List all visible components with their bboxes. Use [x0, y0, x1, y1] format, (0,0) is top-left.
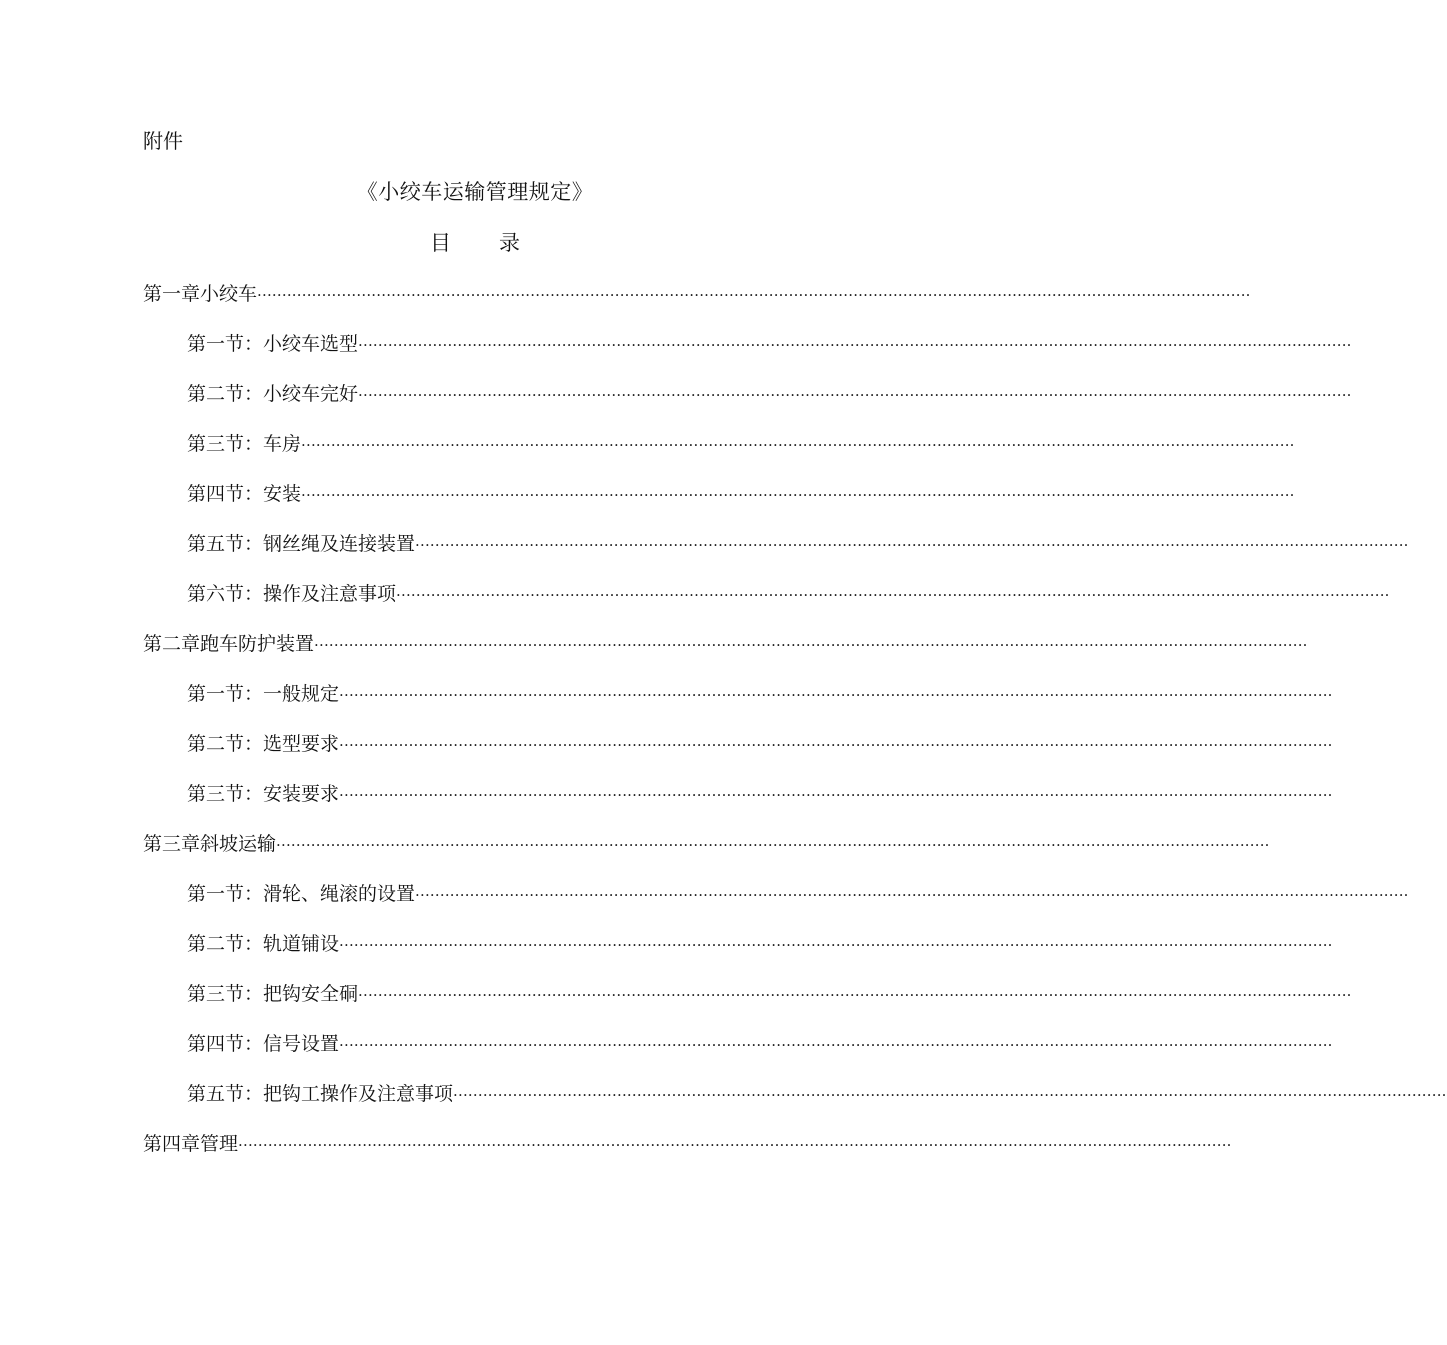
toc-section-entry[interactable]	[187, 979, 1352, 1007]
toc-section-entry[interactable]	[187, 729, 1333, 757]
toc-section-title: 钢丝绳及连接装置	[263, 533, 416, 555]
toc-heading-char-1: 目	[430, 231, 451, 255]
toc-dot-leader: ········································································································································································································	[301, 486, 1295, 504]
toc-dot-leader: ········································································································································································································	[276, 836, 1270, 854]
toc-chapter-title: 跑车防护装置	[200, 633, 315, 655]
toc-section-entry[interactable]	[187, 579, 1390, 607]
toc-section-entry[interactable]	[187, 429, 1295, 457]
toc-dot-leader: ········································································································································································································	[238, 1136, 1232, 1154]
toc-section-entry[interactable]	[187, 929, 1333, 957]
toc-chapter-number: 第二章	[143, 633, 201, 655]
document-title: 《小绞车运输管理规定》	[356, 180, 594, 204]
toc-section-number: 第五节：	[187, 533, 264, 555]
toc-section-title: 信号设置	[263, 1033, 340, 1055]
toc-chapter-number: 第四章	[143, 1133, 201, 1155]
toc-dot-leader: ········································································································································································································	[358, 986, 1352, 1004]
toc-section-number: 第四节：	[187, 483, 264, 505]
toc-section-number: 第二节：	[187, 933, 264, 955]
toc-section-entry[interactable]	[187, 529, 1409, 557]
toc-section-number: 第二节：	[187, 383, 264, 405]
toc-section-number: 第三节：	[187, 983, 264, 1005]
toc-section-title: 小绞车完好	[263, 383, 359, 405]
toc-dot-leader: ········································································································································································································	[339, 686, 1333, 704]
toc-dot-leader: ········································································································································································································	[396, 586, 1390, 604]
toc-section-title: 把钩安全硐	[263, 983, 359, 1005]
toc-section-entry[interactable]	[187, 1079, 1447, 1107]
toc-section-entry[interactable]	[187, 879, 1409, 907]
toc-dot-leader: ········································································································································································································	[301, 436, 1295, 454]
annex-label: 附件	[143, 129, 183, 153]
toc-section-number: 第三节：	[187, 783, 264, 805]
toc-dot-leader: ········································································································································································································	[415, 886, 1409, 904]
toc-dot-leader: ········································································································································································································	[453, 1086, 1447, 1104]
toc-chapter-entry[interactable]	[143, 1129, 1232, 1157]
toc-section-title: 一般规定	[263, 683, 340, 705]
toc-dot-leader: ········································································································································································································	[358, 336, 1352, 354]
toc-chapter-title: 小绞车	[200, 283, 258, 305]
toc-chapter-title: 斜坡运输	[200, 833, 277, 855]
toc-section-number: 第五节：	[187, 1083, 264, 1105]
toc-section-title: 操作及注意事项	[263, 583, 397, 605]
toc-section-number: 第六节：	[187, 583, 264, 605]
toc-section-entry[interactable]	[187, 329, 1352, 357]
toc-chapter-entry[interactable]	[143, 629, 1308, 657]
toc-section-title: 滑轮、绳滚的设置	[263, 883, 416, 905]
toc-section-title: 车房	[263, 433, 302, 455]
toc-dot-leader: ········································································································································································································	[415, 536, 1409, 554]
toc-chapter-number: 第三章	[143, 833, 201, 855]
toc-section-entry[interactable]	[187, 779, 1333, 807]
toc-section-number: 第一节：	[187, 683, 264, 705]
toc-section-title: 安装	[263, 483, 302, 505]
toc-section-number: 第四节：	[187, 1033, 264, 1055]
toc-dot-leader: ········································································································································································································	[257, 286, 1251, 304]
toc-section-title: 小绞车选型	[263, 333, 359, 355]
toc-dot-leader: ········································································································································································································	[339, 936, 1333, 954]
toc-section-title: 轨道铺设	[263, 933, 340, 955]
toc-dot-leader: ········································································································································································································	[358, 386, 1352, 404]
toc-section-entry[interactable]	[187, 379, 1352, 407]
toc-section-entry[interactable]	[187, 479, 1295, 507]
toc-section-title: 选型要求	[263, 733, 340, 755]
toc-dot-leader: ········································································································································································································	[339, 736, 1333, 754]
toc-section-number: 第一节：	[187, 883, 264, 905]
toc-section-title: 安装要求	[263, 783, 340, 805]
toc-section-number: 第二节：	[187, 733, 264, 755]
toc-dot-leader: ········································································································································································································	[314, 636, 1308, 654]
toc-heading-char-2: 录	[499, 231, 520, 255]
toc-section-entry[interactable]	[187, 1029, 1333, 1057]
toc-chapter-number: 第一章	[143, 283, 201, 305]
toc-section-title: 把钩工操作及注意事项	[263, 1083, 454, 1105]
toc-chapter-title: 管理	[200, 1133, 239, 1155]
toc-section-number: 第三节：	[187, 433, 264, 455]
toc-chapter-entry[interactable]	[143, 279, 1251, 307]
toc-section-number: 第一节：	[187, 333, 264, 355]
toc-section-entry[interactable]	[187, 679, 1333, 707]
toc-chapter-entry[interactable]	[143, 829, 1270, 857]
toc-dot-leader: ········································································································································································································	[339, 786, 1333, 804]
toc-dot-leader: ········································································································································································································	[339, 1036, 1333, 1054]
